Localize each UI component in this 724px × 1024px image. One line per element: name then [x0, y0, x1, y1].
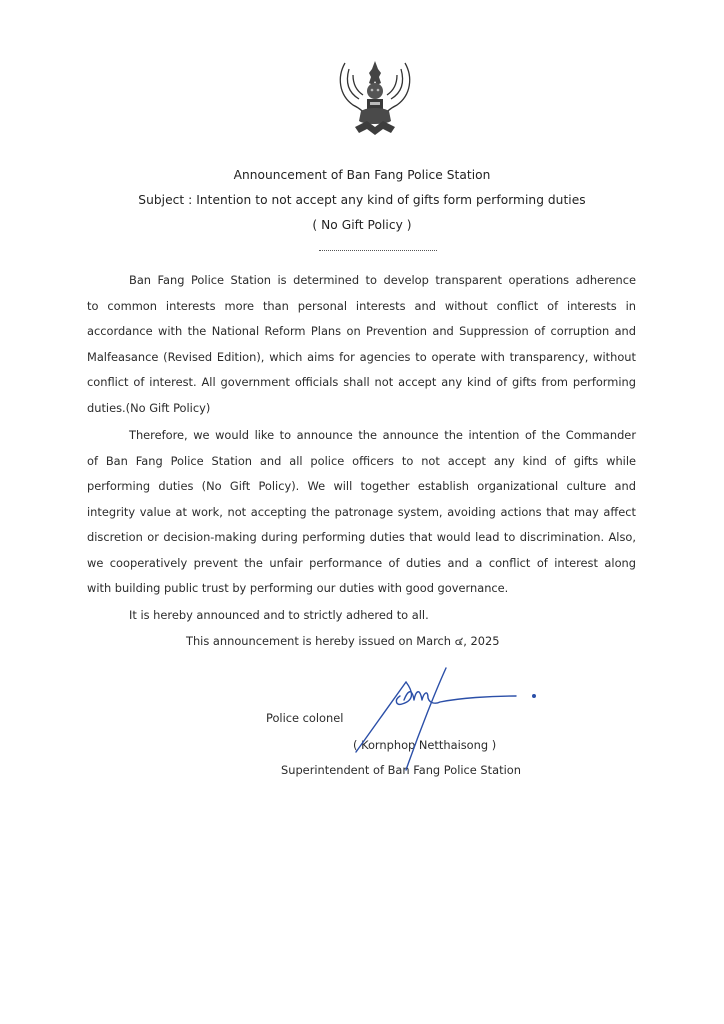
paragraph-line: with building public trust by performing our duties with good governance. [87, 581, 509, 595]
paragraph-line: accordance with the National Reform Plans on Prevention and Suppression of corruption and [87, 324, 636, 338]
paragraph-line: duties.(No Gift Policy) [87, 401, 211, 415]
paragraph-line: to common interests more than personal interests and without conflict of interests in [87, 299, 636, 313]
paragraph-line: discretion or decision-making during performing duties that would lead to discrimination. Also, [87, 530, 636, 544]
handwritten-signature-icon [340, 660, 560, 780]
announcement-title: Announcement of Ban Fang Police Station [233, 168, 491, 182]
issue-date: This announcement is hereby issued on March ๔, 2025 [186, 634, 500, 648]
policy-name: ( No Gift Policy ) [312, 218, 412, 232]
paragraph-line: integrity value at work, not accepting the patronage system, avoiding actions that may affect [87, 505, 636, 519]
closing-statement: It is hereby announced and to strictly adhered to all. [129, 608, 429, 622]
paragraph-line: of Ban Fang Police Station and all police officers to not accept any kind of gifts while [87, 454, 636, 468]
paragraph-line: Therefore, we would like to announce the announce the intention of the Commander [129, 428, 636, 442]
announcement-subject: Subject : Intention to not accept any kind of gifts form performing duties [138, 193, 586, 207]
paragraph-line: we cooperatively prevent the unfair performance of duties and a conflict of interest along [87, 556, 636, 570]
signatory-rank: Police colonel [266, 711, 344, 725]
paragraph-line: Malfeasance (Revised Edition), which aims for agencies to operate with transparency, without [87, 350, 636, 364]
signatory-name: ( Kornphop Netthaisong ) [353, 738, 497, 752]
paragraph-line: conflict of interest. All government officials shall not accept any kind of gifts from performing [87, 375, 636, 389]
dotted-separator [319, 250, 437, 251]
garuda-emblem-icon [331, 55, 419, 143]
paragraph-line: performing duties (No Gift Policy). We will together establish organizational culture and [87, 479, 636, 493]
signatory-position: Superintendent of Ban Fang Police Station [281, 763, 521, 777]
paragraph-line: Ban Fang Police Station is determined to develop transparent operations adherence [129, 273, 636, 287]
